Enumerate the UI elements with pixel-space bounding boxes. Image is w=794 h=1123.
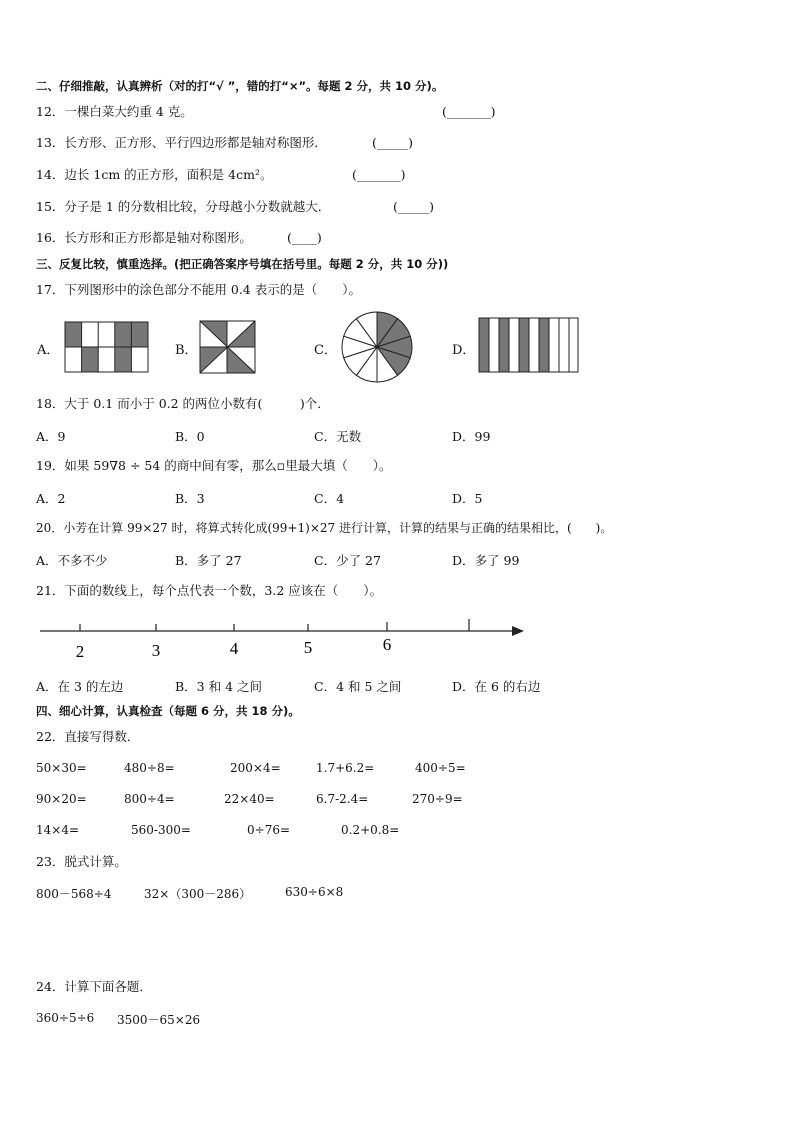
option-b-label[interactable]: B． [175,343,198,358]
tick-label-6: 6 [382,635,392,654]
question-15: 15．分子是 1 的分数相比较，分母越小分数就越大． [36,199,331,214]
question-18: 18．大于 0.1 而小于 0.2 的两位小数有( )个． [36,396,330,411]
question-17: 17．下列图形中的涂色部分不能用 0.4 表示的是（ ）。 [36,282,361,297]
question-22: 22．直接写得数． [36,729,140,744]
question-20: 20．小芳在计算 99×27 时，将算式转化成(99+1)×27 进行计算，计算的结果与正确的结果相比，( )。 [36,521,613,535]
q18-option-a[interactable]: A．9 [36,429,66,444]
calc-r1-c1: 50×30= [36,761,87,775]
calc-r3-c1: 14×4= [36,823,80,837]
figure-a-grid [64,321,150,373]
calc-r2-c1: 90×20= [36,792,87,806]
calc-r1-c5: 400÷5= [415,761,466,775]
calc-r1-c2: 480÷8= [124,761,175,775]
calc-r2-c2: 800÷4= [124,792,175,806]
calc-r3-c3: 0÷76= [247,823,291,837]
question-12: 12．一棵白菜大约重 4 克。 [36,104,193,119]
section-4-heading: 四、细心计算，认真检查（每题 6 分，共 18 分)。 [36,704,300,718]
q19-option-d[interactable]: D．5 [452,491,483,506]
number-line [38,615,528,663]
q19-option-c[interactable]: C．4 [314,491,345,506]
q20-option-b[interactable]: B．多了 27 [175,553,242,568]
calc-r1-c3: 200×4= [230,761,281,775]
calc-r2-c3: 22×40= [224,792,275,806]
q18-option-c[interactable]: C．无数 [314,429,362,444]
section-3-heading: 三、反复比较，慎重选择。(把正确答案序号填在括号里。每题 2 分，共 10 分)) [36,257,449,271]
calc-r2-c5: 270÷9= [412,792,463,806]
option-a-label[interactable]: A． [37,343,60,358]
tick-label-5: 5 [303,638,313,657]
calc-r1-c4: 1.7+6.2= [316,761,375,775]
q19-option-b[interactable]: B．3 [175,491,205,506]
option-d-label[interactable]: D． [452,343,476,358]
q24-expression-1: 360÷5÷6 [36,1011,95,1025]
answer-blank-15[interactable]: (_____) [393,199,435,214]
q21-option-d[interactable]: D．在 6 的右边 [452,679,541,694]
q23-expression-2: 32×（300－286） [144,887,252,901]
answer-blank-12[interactable]: (_______) [442,104,496,119]
q24-expression-2: 3500－65×26 [117,1013,201,1027]
q21-option-a[interactable]: A．在 3 的左边 [36,679,124,694]
option-c-label[interactable]: C． [314,343,337,358]
question-19: 19．如果 59∇8 ÷ 54 的商中间有零，那么▫里最大填（ ）。 [36,458,392,473]
figure-c-circle [340,310,414,384]
calc-r2-c4: 6.7-2.4= [316,792,369,806]
question-24: 24．计算下面各题． [36,979,152,994]
tick-label-4: 4 [229,639,239,658]
answer-blank-14[interactable]: (_______) [352,167,406,182]
section-2-heading: 二、仔细推敲，认真辨析（对的打“√ ”，错的打“×”。每题 2 分，共 10 分)。 [36,79,444,93]
q18-option-b[interactable]: B．0 [175,429,205,444]
q20-option-a[interactable]: A．不多不少 [36,553,108,568]
question-13: 13．长方形、正方形、平行四边形都是轴对称图形． [36,135,327,150]
question-23: 23．脱式计算。 [36,854,127,869]
calc-r3-c4: 0.2+0.8= [341,823,400,837]
figure-b-square [199,320,257,374]
question-16: 16．长方形和正方形都是轴对称图形。 [36,230,252,245]
q21-option-c[interactable]: C．4 和 5 之间 [314,679,402,694]
q18-option-d[interactable]: D．99 [452,429,491,444]
question-21: 21．下面的数线上，每个点代表一个数，3.2 应该在（ ）。 [36,583,383,598]
answer-blank-16[interactable]: (____) [287,230,322,245]
answer-blank-13[interactable]: (_____) [372,135,414,150]
q23-expression-3: 630÷6×8 [285,885,344,899]
tick-label-2: 2 [75,642,85,661]
question-14: 14．边长 1cm 的正方形，面积是 4cm²。 [36,167,273,182]
calc-r3-c2: 560-300= [131,823,191,837]
q20-option-d[interactable]: D．多了 99 [452,553,520,568]
q19-option-a[interactable]: A．2 [36,491,66,506]
tick-label-3: 3 [151,641,161,660]
q20-option-c[interactable]: C．少了 27 [314,553,381,568]
q21-option-b[interactable]: B．3 和 4 之间 [175,679,263,694]
figure-d-strips [478,317,580,374]
q23-expression-1: 800－568÷4 [36,887,112,901]
